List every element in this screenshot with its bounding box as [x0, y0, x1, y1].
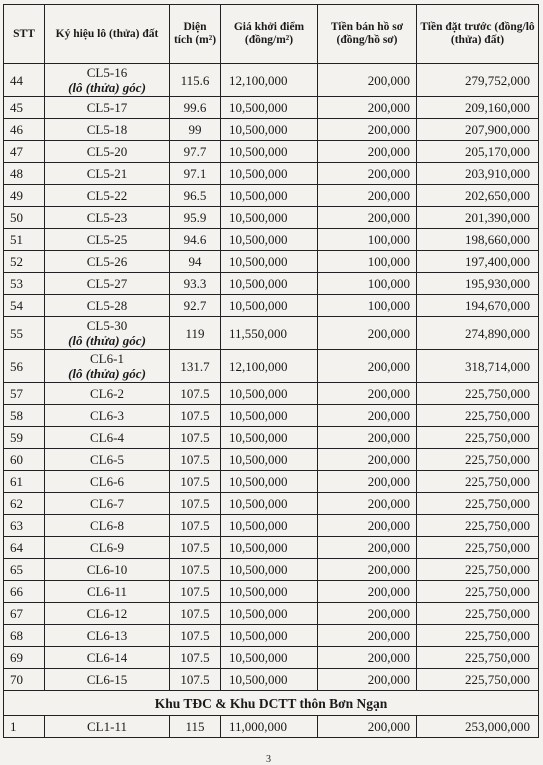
row-dossier-fee: 200,000 [318, 185, 417, 207]
row-dossier-fee: 200,000 [318, 559, 417, 581]
row-area: 107.5 [170, 581, 221, 603]
row-dossier-fee: 100,000 [318, 273, 417, 295]
row-area: 96.5 [170, 185, 221, 207]
table-row [4, 350, 539, 383]
row-deposit: 225,750,000 [417, 647, 539, 669]
row-lot [45, 405, 170, 427]
row-dossier-fee: 200,000 [318, 625, 417, 647]
section-body [4, 691, 539, 716]
row-area: 107.5 [170, 669, 221, 691]
row-stt: 64 [4, 537, 45, 559]
row-starting-price: 10,500,000 [221, 405, 318, 427]
row-deposit: 202,650,000 [417, 185, 539, 207]
row-area: 107.5 [170, 647, 221, 669]
row-deposit: 197,400,000 [417, 251, 539, 273]
table-header-row [4, 5, 539, 64]
row-starting-price: 10,500,000 [221, 493, 318, 515]
row-lot [45, 97, 170, 119]
row-dossier-fee: 200,000 [318, 405, 417, 427]
lot-code: CL6-2 [90, 386, 124, 401]
table-row [4, 163, 539, 185]
lot-code: CL6-3 [90, 408, 124, 423]
row-lot [45, 625, 170, 647]
row-area: 94.6 [170, 229, 221, 251]
row-lot [45, 317, 170, 350]
row-lot [45, 295, 170, 317]
table-row [4, 317, 539, 350]
corner-lot-note: (lô (thửa) góc) [68, 80, 146, 95]
row-dossier-fee: 100,000 [318, 295, 417, 317]
row-stt: 48 [4, 163, 45, 185]
row-stt: 54 [4, 295, 45, 317]
row-area: 92.7 [170, 295, 221, 317]
row-starting-price: 10,500,000 [221, 207, 318, 229]
row-deposit: 209,160,000 [417, 97, 539, 119]
row-deposit: 194,670,000 [417, 295, 539, 317]
row-stt: 63 [4, 515, 45, 537]
row-stt: 55 [4, 317, 45, 350]
lot-code: CL5-25 [86, 232, 128, 247]
table-row [4, 97, 539, 119]
table-row [4, 273, 539, 295]
row-stt: 62 [4, 493, 45, 515]
row-dossier-fee: 200,000 [318, 317, 417, 350]
row-lot [45, 581, 170, 603]
row-dossier-fee: 200,000 [318, 427, 417, 449]
row-deposit: 274,890,000 [417, 317, 539, 350]
row-deposit: 225,750,000 [417, 581, 539, 603]
table-row [4, 207, 539, 229]
row-lot [45, 603, 170, 625]
row-lot [45, 471, 170, 493]
row-starting-price: 10,500,000 [221, 471, 318, 493]
lot-code: CL6-6 [90, 474, 124, 489]
row-lot [45, 350, 170, 383]
row-starting-price: 10,500,000 [221, 273, 318, 295]
row-area: 94 [170, 251, 221, 273]
row-deposit: 318,714,000 [417, 350, 539, 383]
row-dossier-fee: 200,000 [318, 669, 417, 691]
row-stt: 70 [4, 669, 45, 691]
row-deposit: 198,660,000 [417, 229, 539, 251]
lot-code: CL6-11 [87, 584, 127, 599]
section-header-row [4, 691, 539, 716]
section-rows [4, 716, 539, 738]
lot-code: CL6-10 [86, 562, 128, 577]
row-deposit: 225,750,000 [417, 405, 539, 427]
land-auction-table [3, 4, 539, 738]
row-lot [45, 163, 170, 185]
lot-code: CL5-30 [86, 318, 128, 333]
table-row [4, 449, 539, 471]
table-row [4, 669, 539, 691]
lot-code: CL6-8 [90, 518, 124, 533]
row-starting-price: 10,500,000 [221, 185, 318, 207]
table-row [4, 559, 539, 581]
row-area: 107.5 [170, 405, 221, 427]
table-row [4, 405, 539, 427]
row-dossier-fee: 200,000 [318, 581, 417, 603]
row-dossier-fee: 200,000 [318, 471, 417, 493]
header-dossier-fee: Tiền bán hồ sơ (đồng/hồ sơ) [318, 5, 417, 64]
section-title: Khu TĐC & Khu DCTT thôn Bơn Ngạn [4, 691, 539, 716]
row-area: 99 [170, 119, 221, 141]
lot-code: CL1-11 [87, 719, 127, 734]
row-dossier-fee: 200,000 [318, 515, 417, 537]
row-deposit: 253,000,000 [417, 716, 539, 738]
row-starting-price: 10,500,000 [221, 427, 318, 449]
table-row [4, 647, 539, 669]
row-lot [45, 537, 170, 559]
lot-code: CL6-15 [86, 672, 128, 687]
row-starting-price: 10,500,000 [221, 625, 318, 647]
row-deposit: 201,390,000 [417, 207, 539, 229]
lot-code: CL5-26 [86, 254, 128, 269]
row-dossier-fee: 200,000 [318, 383, 417, 405]
lot-code: CL5-27 [86, 276, 128, 291]
table-row [4, 716, 539, 738]
row-dossier-fee: 200,000 [318, 716, 417, 738]
lot-code: CL5-23 [86, 210, 128, 225]
row-dossier-fee: 200,000 [318, 207, 417, 229]
row-lot [45, 383, 170, 405]
row-starting-price: 10,500,000 [221, 515, 318, 537]
corner-lot-note: (lô (thửa) góc) [68, 333, 146, 348]
row-stt: 68 [4, 625, 45, 647]
table-row [4, 185, 539, 207]
row-dossier-fee: 100,000 [318, 229, 417, 251]
row-starting-price: 10,500,000 [221, 119, 318, 141]
row-area: 107.5 [170, 427, 221, 449]
row-deposit: 225,750,000 [417, 427, 539, 449]
row-starting-price: 11,550,000 [221, 317, 318, 350]
lot-code: CL6-9 [90, 540, 124, 555]
header-stt: STT [4, 5, 45, 64]
table-row [4, 471, 539, 493]
row-deposit: 225,750,000 [417, 515, 539, 537]
lot-code: CL5-16 [86, 65, 128, 80]
lot-code: CL6-12 [86, 606, 128, 621]
row-area: 99.6 [170, 97, 221, 119]
row-deposit: 225,750,000 [417, 471, 539, 493]
row-deposit: 225,750,000 [417, 603, 539, 625]
row-lot [45, 64, 170, 97]
row-lot [45, 427, 170, 449]
lot-code: CL6-7 [90, 496, 124, 511]
row-lot [45, 493, 170, 515]
row-dossier-fee: 200,000 [318, 141, 417, 163]
row-deposit: 279,752,000 [417, 64, 539, 97]
lot-code: CL5-20 [86, 144, 128, 159]
row-deposit: 225,750,000 [417, 625, 539, 647]
row-deposit: 195,930,000 [417, 273, 539, 295]
row-area: 107.5 [170, 493, 221, 515]
header-lot: Ký hiệu lô (thửa) đất [45, 5, 170, 64]
row-dossier-fee: 200,000 [318, 119, 417, 141]
lot-code: CL6-13 [86, 628, 128, 643]
row-deposit: 203,910,000 [417, 163, 539, 185]
row-deposit: 225,750,000 [417, 559, 539, 581]
row-area: 97.1 [170, 163, 221, 185]
row-dossier-fee: 200,000 [318, 449, 417, 471]
row-lot [45, 119, 170, 141]
row-deposit: 225,750,000 [417, 383, 539, 405]
row-starting-price: 10,500,000 [221, 559, 318, 581]
row-stt: 57 [4, 383, 45, 405]
row-starting-price: 10,500,000 [221, 383, 318, 405]
row-area: 107.5 [170, 515, 221, 537]
header-area: Diện tích (m²) [170, 5, 221, 64]
row-starting-price: 10,500,000 [221, 141, 318, 163]
row-area: 107.5 [170, 537, 221, 559]
row-lot [45, 559, 170, 581]
row-dossier-fee: 200,000 [318, 97, 417, 119]
row-dossier-fee: 200,000 [318, 64, 417, 97]
table-row [4, 581, 539, 603]
table-row [4, 493, 539, 515]
table-row [4, 141, 539, 163]
row-stt: 52 [4, 251, 45, 273]
row-stt: 67 [4, 603, 45, 625]
row-starting-price: 10,500,000 [221, 251, 318, 273]
row-lot [45, 141, 170, 163]
row-area: 119 [170, 317, 221, 350]
row-stt: 47 [4, 141, 45, 163]
row-stt: 66 [4, 581, 45, 603]
row-lot [45, 647, 170, 669]
table-row [4, 515, 539, 537]
row-area: 115 [170, 716, 221, 738]
row-stt: 50 [4, 207, 45, 229]
row-starting-price: 10,500,000 [221, 97, 318, 119]
row-starting-price: 10,500,000 [221, 581, 318, 603]
lot-code: CL6-5 [90, 452, 124, 467]
lot-code: CL6-4 [90, 430, 124, 445]
lot-code: CL5-28 [86, 298, 128, 313]
row-stt: 51 [4, 229, 45, 251]
row-stt: 46 [4, 119, 45, 141]
row-stt: 60 [4, 449, 45, 471]
row-starting-price: 10,500,000 [221, 449, 318, 471]
row-stt: 59 [4, 427, 45, 449]
row-area: 107.5 [170, 559, 221, 581]
row-stt: 1 [4, 716, 45, 738]
row-dossier-fee: 200,000 [318, 537, 417, 559]
row-starting-price: 10,500,000 [221, 163, 318, 185]
row-dossier-fee: 200,000 [318, 350, 417, 383]
table-row [4, 383, 539, 405]
row-stt: 44 [4, 64, 45, 97]
row-lot [45, 251, 170, 273]
row-stt: 69 [4, 647, 45, 669]
row-area: 97.7 [170, 141, 221, 163]
lot-code: CL6-1 [90, 351, 124, 366]
row-starting-price: 12,100,000 [221, 350, 318, 383]
row-stt: 65 [4, 559, 45, 581]
row-starting-price: 11,000,000 [221, 716, 318, 738]
table-row [4, 427, 539, 449]
row-area: 107.5 [170, 383, 221, 405]
table-row [4, 64, 539, 97]
row-stt: 53 [4, 273, 45, 295]
table-row [4, 603, 539, 625]
lot-code: CL5-17 [86, 100, 128, 115]
row-deposit: 225,750,000 [417, 449, 539, 471]
row-deposit: 207,900,000 [417, 119, 539, 141]
row-deposit: 225,750,000 [417, 669, 539, 691]
row-lot [45, 207, 170, 229]
row-starting-price: 10,500,000 [221, 603, 318, 625]
table-body [4, 64, 539, 691]
row-stt: 58 [4, 405, 45, 427]
row-deposit: 225,750,000 [417, 537, 539, 559]
row-dossier-fee: 200,000 [318, 647, 417, 669]
row-area: 107.5 [170, 625, 221, 647]
row-stt: 56 [4, 350, 45, 383]
table-row [4, 537, 539, 559]
row-stt: 61 [4, 471, 45, 493]
lot-code: CL5-21 [86, 166, 128, 181]
corner-lot-note: (lô (thửa) góc) [68, 366, 146, 381]
row-area: 115.6 [170, 64, 221, 97]
row-dossier-fee: 200,000 [318, 493, 417, 515]
row-area: 107.5 [170, 603, 221, 625]
row-area: 131.7 [170, 350, 221, 383]
row-starting-price: 10,500,000 [221, 669, 318, 691]
table-row [4, 251, 539, 273]
row-starting-price: 10,500,000 [221, 229, 318, 251]
row-lot [45, 273, 170, 295]
header-starting-price: Giá khởi điểm (đồng/m²) [221, 5, 318, 64]
row-stt: 45 [4, 97, 45, 119]
lot-code: CL5-22 [86, 188, 128, 203]
row-dossier-fee: 200,000 [318, 163, 417, 185]
row-deposit: 225,750,000 [417, 493, 539, 515]
row-area: 95.9 [170, 207, 221, 229]
row-starting-price: 12,100,000 [221, 64, 318, 97]
row-dossier-fee: 100,000 [318, 251, 417, 273]
row-starting-price: 10,500,000 [221, 537, 318, 559]
row-starting-price: 10,500,000 [221, 647, 318, 669]
row-stt: 49 [4, 185, 45, 207]
row-lot [45, 669, 170, 691]
table-row [4, 119, 539, 141]
row-area: 107.5 [170, 449, 221, 471]
table-row [4, 295, 539, 317]
row-lot [45, 229, 170, 251]
table-row [4, 625, 539, 647]
lot-code: CL6-14 [86, 650, 128, 665]
page-number: 3 [266, 754, 271, 765]
table-row [4, 229, 539, 251]
row-lot [45, 185, 170, 207]
row-area: 107.5 [170, 471, 221, 493]
row-lot [45, 716, 170, 738]
header-deposit: Tiền đặt trước (đồng/lô (thửa) đất) [417, 5, 539, 64]
lot-code: CL5-18 [86, 122, 128, 137]
row-starting-price: 10,500,000 [221, 295, 318, 317]
row-dossier-fee: 200,000 [318, 603, 417, 625]
row-deposit: 205,170,000 [417, 141, 539, 163]
row-area: 93.3 [170, 273, 221, 295]
row-lot [45, 515, 170, 537]
row-lot [45, 449, 170, 471]
